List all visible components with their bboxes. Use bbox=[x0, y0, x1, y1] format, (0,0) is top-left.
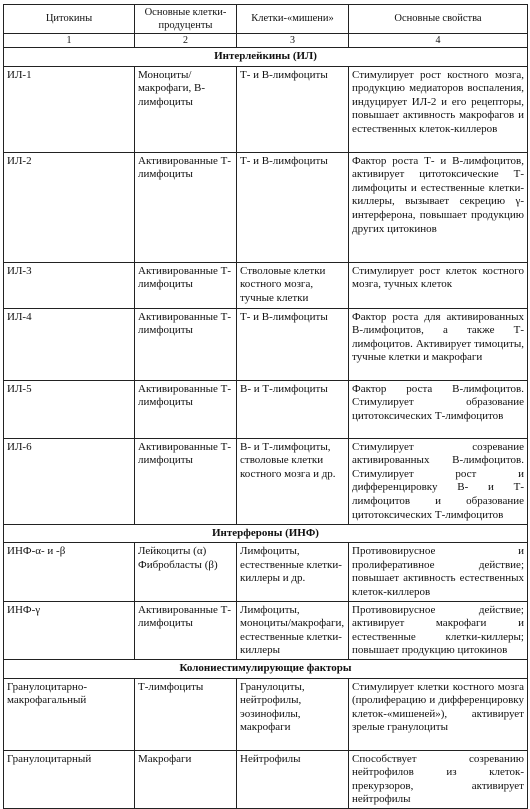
table-row bbox=[4, 678, 528, 750]
producer-cells: Активированные Т-лимфоциты bbox=[135, 152, 237, 262]
table-row bbox=[4, 601, 528, 659]
table-row bbox=[4, 66, 528, 152]
table-body bbox=[4, 48, 528, 809]
table-row bbox=[4, 750, 528, 808]
cytokine-name: ИЛ-5 bbox=[4, 380, 135, 438]
table-header bbox=[4, 5, 528, 48]
section-title: Интерлейкины (ИЛ) bbox=[4, 48, 528, 67]
column-number: 2 bbox=[135, 34, 237, 48]
cytokine-name: Гранулоцитарный bbox=[4, 750, 135, 808]
producer-cells: Активированные Т-лимфоциты bbox=[135, 380, 237, 438]
producer-cells: Активированные Т-лимфоциты bbox=[135, 262, 237, 308]
column-number: 1 bbox=[4, 34, 135, 48]
producer-cells: Активированные Т-лимфоциты bbox=[135, 308, 237, 380]
header-main-properties: Основные свойства bbox=[349, 5, 528, 34]
properties: Противовирусное действие; активирует макрофаги и естественные клетки-киллеры; повышает продукцию цитокинов bbox=[349, 601, 528, 659]
table-row bbox=[4, 308, 528, 380]
cytokine-name: Гранулоцитарно-макрофагальный bbox=[4, 678, 135, 750]
producer-cells: Активированные Т-лимфоциты bbox=[135, 438, 237, 524]
target-cells: Т- и В-лимфоциты bbox=[237, 66, 349, 152]
producer-cells: Т-лимфоциты bbox=[135, 678, 237, 750]
target-cells: Гранулоциты, нейтрофилы, эозинофилы, макрофаги bbox=[237, 678, 349, 750]
cytokine-name: ИЛ-3 bbox=[4, 262, 135, 308]
header-producer-cells: Основные клетки-продуценты bbox=[135, 5, 237, 34]
header-cytokines: Цитокины bbox=[4, 5, 135, 34]
cytokine-name: ИЛ-2 bbox=[4, 152, 135, 262]
properties: Стимулирует клетки костного мозга (пролиферацию и дифференцировку клеток-«мишеней»), активирует зрелые гранулоциты bbox=[349, 678, 528, 750]
target-cells: Нейтрофилы bbox=[237, 750, 349, 808]
producer-cells: Активированные Т-лимфоциты bbox=[135, 601, 237, 659]
target-cells: Т- и В-лимфоциты bbox=[237, 152, 349, 262]
cytokines-table bbox=[3, 4, 528, 809]
target-cells: В- и Т-лимфоциты, стволовые клетки костного мозга и др. bbox=[237, 438, 349, 524]
section-header-row bbox=[4, 524, 528, 543]
target-cells: Т- и В-лимфоциты bbox=[237, 308, 349, 380]
header-target-cells: Клетки-«мишени» bbox=[237, 5, 349, 34]
target-cells: Лимфоциты, естественные клетки-киллеры и др. bbox=[237, 543, 349, 601]
cytokine-name: ИЛ-6 bbox=[4, 438, 135, 524]
cytokine-name: ИЛ-4 bbox=[4, 308, 135, 380]
column-number: 3 bbox=[237, 34, 349, 48]
section-header-row bbox=[4, 48, 528, 67]
properties: Фактор роста В-лимфоцитов. Стимулирует образование цитотоксических Т-лимфоцитов bbox=[349, 380, 528, 438]
target-cells: В- и Т-лимфоциты bbox=[237, 380, 349, 438]
table-row bbox=[4, 543, 528, 601]
cytokine-name: ИЛ-1 bbox=[4, 66, 135, 152]
column-number: 4 bbox=[349, 34, 528, 48]
properties: Противовирусное и пролиферативное действие; повышает активность естественных клеток-киллеров bbox=[349, 543, 528, 601]
producer-cells: Лейкоциты (α) Фибробласты (β) bbox=[135, 543, 237, 601]
properties: Стимулирует рост клеток костного мозга, тучных клеток bbox=[349, 262, 528, 308]
properties: Стимулирует созревание активированных В-лимфоцитов. Стимулирует рост и дифференцировку В- и Т-лимфоцитов и образование цитотоксических Т-лимфоцитов bbox=[349, 438, 528, 524]
table-row bbox=[4, 438, 528, 524]
cytokine-name: ИНФ-γ bbox=[4, 601, 135, 659]
properties: Фактор роста для активированных В-лимфоцитов, а также Т-лимфоцитов. Активирует тимоциты, тучные клетки и макрофаги bbox=[349, 308, 528, 380]
target-cells: Лимфоциты, моноциты/макрофаги, естественные клетки-киллеры bbox=[237, 601, 349, 659]
column-number-row bbox=[4, 34, 528, 48]
properties: Способствует созреванию нейтрофилов из клеток-прекурзоров, активирует нейтрофилы bbox=[349, 750, 528, 808]
target-cells: Стволовые клетки костного мозга, тучные клетки bbox=[237, 262, 349, 308]
section-title: Интерфероны (ИНФ) bbox=[4, 524, 528, 543]
table-row bbox=[4, 262, 528, 308]
producer-cells: Макрофаги bbox=[135, 750, 237, 808]
producer-cells: Моноциты/макрофаги, В-лимфоциты bbox=[135, 66, 237, 152]
table-row bbox=[4, 152, 528, 262]
cytokine-name: ИНФ-α- и -β bbox=[4, 543, 135, 601]
table-row bbox=[4, 380, 528, 438]
properties: Стимулирует рост костного мозга, продукцию медиаторов воспаления, индуцирует ИЛ-2 и его рецепторы, повышает активность макрофагов и естественных клеток-киллеров bbox=[349, 66, 528, 152]
properties: Фактор роста Т- и В-лимфоцитов, активирует цитотоксические Т-лимфоциты и естественные клетки-киллеры, вызывает секрецию γ-интерферона, повышает продукцию других цитокинов bbox=[349, 152, 528, 262]
section-header-row bbox=[4, 659, 528, 678]
section-title: Колониестимулирующие факторы bbox=[4, 659, 528, 678]
header-row bbox=[4, 5, 528, 34]
